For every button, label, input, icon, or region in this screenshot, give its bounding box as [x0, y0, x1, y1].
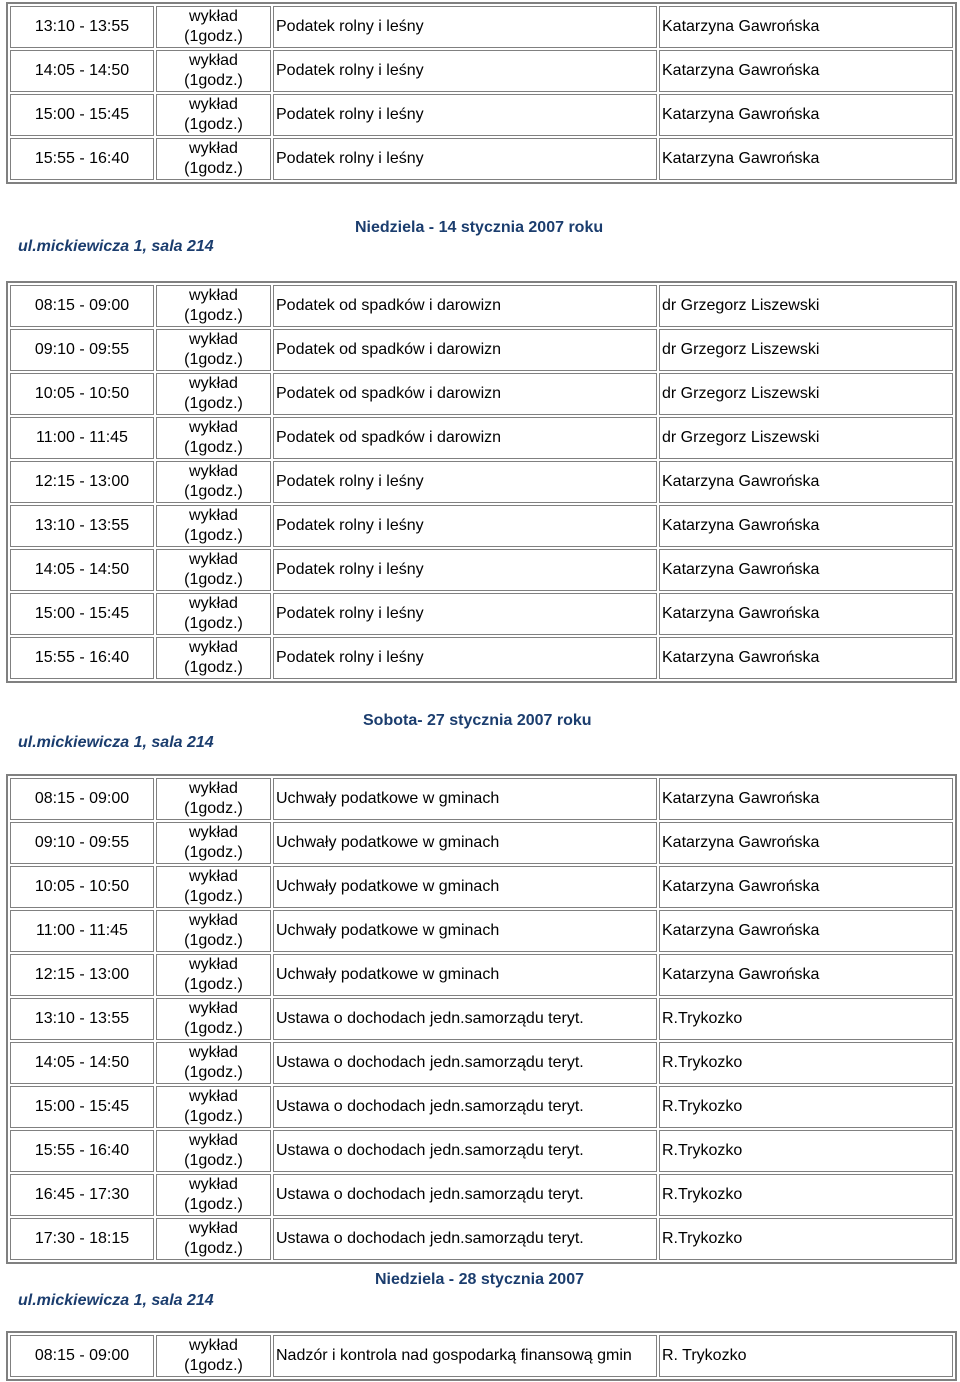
hours-label: (1godz.) — [184, 615, 243, 632]
time-cell: 12:15 - 13:00 — [10, 954, 154, 996]
type-label: wykład — [189, 419, 238, 436]
day-heading: Niedziela - 14 stycznia 2007 roku — [355, 219, 604, 236]
type-label: wykład — [189, 507, 238, 524]
type-cell — [156, 94, 271, 136]
subject-cell: Uchwały podatkowe w gminach — [273, 954, 657, 996]
type-cell — [156, 910, 271, 952]
time-cell: 10:05 - 10:50 — [10, 373, 154, 415]
hours-label: (1godz.) — [184, 1152, 243, 1169]
hours-label: (1godz.) — [184, 439, 243, 456]
type-label: wykład — [189, 1132, 238, 1149]
schedule-grid — [8, 1333, 955, 1379]
type-cell — [156, 6, 271, 48]
type-cell — [156, 778, 271, 820]
time-cell: 13:10 - 13:55 — [10, 6, 154, 48]
type-cell — [156, 138, 271, 180]
time-cell: 10:05 - 10:50 — [10, 866, 154, 908]
type-cell — [156, 998, 271, 1040]
subject-cell: Uchwały podatkowe w gminach — [273, 822, 657, 864]
type-label: wykład — [189, 780, 238, 797]
lecturer-cell: R.Trykozko — [659, 1042, 953, 1084]
hours-label: (1godz.) — [184, 28, 243, 45]
subject-cell: Ustawa o dochodach jedn.samorządu teryt. — [273, 1174, 657, 1216]
lecturer-cell: R.Trykozko — [659, 1130, 953, 1172]
lecturer-cell: Katarzyna Gawrońska — [659, 138, 953, 180]
type-label: wykład — [189, 1044, 238, 1061]
table-row — [10, 285, 953, 327]
schedule-grid — [8, 283, 955, 681]
day-heading: Niedziela - 28 stycznia 2007 — [375, 1271, 584, 1288]
location-label: ul.mickiewicza 1, sala 214 — [18, 238, 214, 255]
subject-cell: Uchwały podatkowe w gminach — [273, 866, 657, 908]
subject-cell: Podatek od spadków i darowizn — [273, 373, 657, 415]
type-label: wykład — [189, 639, 238, 656]
hours-label: (1godz.) — [184, 160, 243, 177]
table-row — [10, 461, 953, 503]
time-cell: 15:00 - 15:45 — [10, 1086, 154, 1128]
type-cell — [156, 822, 271, 864]
lecturer-cell: dr Grzegorz Liszewski — [659, 417, 953, 459]
lecturer-cell: Katarzyna Gawrońska — [659, 910, 953, 952]
lecturer-cell: Katarzyna Gawrońska — [659, 461, 953, 503]
time-cell: 09:10 - 09:55 — [10, 822, 154, 864]
table-row — [10, 138, 953, 180]
lecturer-cell: R. Trykozko — [659, 1335, 953, 1377]
schedule-table — [6, 1331, 957, 1381]
subject-cell: Podatek rolny i leśny — [273, 94, 657, 136]
subject-cell: Uchwały podatkowe w gminach — [273, 910, 657, 952]
time-cell: 16:45 - 17:30 — [10, 1174, 154, 1216]
type-label: wykład — [189, 287, 238, 304]
table-row — [10, 1218, 953, 1260]
location-label: ul.mickiewicza 1, sala 214 — [18, 734, 214, 751]
lecturer-cell: Katarzyna Gawrońska — [659, 954, 953, 996]
schedule-table — [6, 281, 957, 683]
table-row — [10, 373, 953, 415]
table-row — [10, 1174, 953, 1216]
lecturer-cell: Katarzyna Gawrońska — [659, 866, 953, 908]
lecturer-cell: dr Grzegorz Liszewski — [659, 373, 953, 415]
hours-label: (1godz.) — [184, 1196, 243, 1213]
hours-label: (1godz.) — [184, 888, 243, 905]
subject-cell: Podatek od spadków i darowizn — [273, 285, 657, 327]
type-cell — [156, 549, 271, 591]
time-cell: 08:15 - 09:00 — [10, 285, 154, 327]
type-label: wykład — [189, 463, 238, 480]
table-row — [10, 1130, 953, 1172]
subject-cell: Ustawa o dochodach jedn.samorządu teryt. — [273, 998, 657, 1040]
time-cell: 14:05 - 14:50 — [10, 50, 154, 92]
table-row — [10, 6, 953, 48]
type-label: wykład — [189, 96, 238, 113]
subject-cell: Podatek rolny i leśny — [273, 461, 657, 503]
time-cell: 15:55 - 16:40 — [10, 1130, 154, 1172]
table-row — [10, 637, 953, 679]
hours-label: (1godz.) — [184, 1240, 243, 1257]
type-label: wykład — [189, 331, 238, 348]
subject-cell: Podatek rolny i leśny — [273, 637, 657, 679]
type-cell — [156, 461, 271, 503]
table-row — [10, 910, 953, 952]
schedule-table — [6, 2, 957, 184]
lecturer-cell: dr Grzegorz Liszewski — [659, 329, 953, 371]
lecturer-cell: R.Trykozko — [659, 998, 953, 1040]
time-cell: 08:15 - 09:00 — [10, 778, 154, 820]
table-row — [10, 998, 953, 1040]
hours-label: (1godz.) — [184, 351, 243, 368]
time-cell: 15:00 - 15:45 — [10, 593, 154, 635]
table-row — [10, 505, 953, 547]
subject-cell: Ustawa o dochodach jedn.samorządu teryt. — [273, 1218, 657, 1260]
type-label: wykład — [189, 375, 238, 392]
time-cell: 13:10 - 13:55 — [10, 505, 154, 547]
type-cell — [156, 373, 271, 415]
hours-label: (1godz.) — [184, 1064, 243, 1081]
table-row — [10, 954, 953, 996]
type-cell — [156, 1218, 271, 1260]
hours-label: (1godz.) — [184, 976, 243, 993]
time-cell: 14:05 - 14:50 — [10, 1042, 154, 1084]
lecturer-cell: Katarzyna Gawrońska — [659, 549, 953, 591]
lecturer-cell: Katarzyna Gawrońska — [659, 593, 953, 635]
type-cell — [156, 866, 271, 908]
table-row — [10, 329, 953, 371]
lecturer-cell: R.Trykozko — [659, 1218, 953, 1260]
hours-label: (1godz.) — [184, 659, 243, 676]
hours-label: (1godz.) — [184, 571, 243, 588]
time-cell: 09:10 - 09:55 — [10, 329, 154, 371]
type-label: wykład — [189, 824, 238, 841]
table-row — [10, 94, 953, 136]
table-row — [10, 866, 953, 908]
type-cell — [156, 954, 271, 996]
subject-cell: Nadzór i kontrola nad gospodarką finansową gmin — [273, 1335, 657, 1377]
subject-cell: Podatek rolny i leśny — [273, 138, 657, 180]
type-cell — [156, 505, 271, 547]
table-row — [10, 593, 953, 635]
time-cell: 13:10 - 13:55 — [10, 998, 154, 1040]
table-row — [10, 1335, 953, 1377]
subject-cell: Podatek rolny i leśny — [273, 505, 657, 547]
lecturer-cell: Katarzyna Gawrońska — [659, 778, 953, 820]
hours-label: (1godz.) — [184, 527, 243, 544]
lecturer-cell: Katarzyna Gawrońska — [659, 6, 953, 48]
schedule-grid — [8, 4, 955, 182]
type-label: wykład — [189, 595, 238, 612]
type-label: wykład — [189, 551, 238, 568]
type-cell — [156, 1042, 271, 1084]
hours-label: (1godz.) — [184, 307, 243, 324]
type-label: wykład — [189, 1337, 238, 1354]
lecturer-cell: R.Trykozko — [659, 1174, 953, 1216]
time-cell: 11:00 - 11:45 — [10, 910, 154, 952]
time-cell: 15:55 - 16:40 — [10, 637, 154, 679]
hours-label: (1godz.) — [184, 72, 243, 89]
table-row — [10, 417, 953, 459]
lecturer-cell: Katarzyna Gawrońska — [659, 637, 953, 679]
subject-cell: Ustawa o dochodach jedn.samorządu teryt. — [273, 1086, 657, 1128]
type-label: wykład — [189, 52, 238, 69]
hours-label: (1godz.) — [184, 1357, 243, 1374]
type-cell — [156, 329, 271, 371]
location-label: ul.mickiewicza 1, sala 214 — [18, 1292, 214, 1309]
table-row — [10, 50, 953, 92]
lecturer-cell: Katarzyna Gawrońska — [659, 94, 953, 136]
subject-cell: Podatek od spadków i darowizn — [273, 417, 657, 459]
hours-label: (1godz.) — [184, 844, 243, 861]
hours-label: (1godz.) — [184, 800, 243, 817]
subject-cell: Podatek od spadków i darowizn — [273, 329, 657, 371]
lecturer-cell: R.Trykozko — [659, 1086, 953, 1128]
type-label: wykład — [189, 8, 238, 25]
subject-cell: Podatek rolny i leśny — [273, 50, 657, 92]
schedule-table — [6, 774, 957, 1264]
table-row — [10, 549, 953, 591]
hours-label: (1godz.) — [184, 395, 243, 412]
subject-cell: Podatek rolny i leśny — [273, 593, 657, 635]
lecturer-cell: dr Grzegorz Liszewski — [659, 285, 953, 327]
schedule-grid — [8, 776, 955, 1262]
type-cell — [156, 417, 271, 459]
lecturer-cell: Katarzyna Gawrońska — [659, 50, 953, 92]
type-cell — [156, 1130, 271, 1172]
table-row — [10, 822, 953, 864]
time-cell: 15:55 - 16:40 — [10, 138, 154, 180]
table-row — [10, 778, 953, 820]
time-cell: 14:05 - 14:50 — [10, 549, 154, 591]
lecturer-cell: Katarzyna Gawrońska — [659, 505, 953, 547]
lecturer-cell: Katarzyna Gawrońska — [659, 822, 953, 864]
table-row — [10, 1042, 953, 1084]
type-label: wykład — [189, 912, 238, 929]
time-cell: 12:15 - 13:00 — [10, 461, 154, 503]
type-label: wykład — [189, 1088, 238, 1105]
type-label: wykład — [189, 1000, 238, 1017]
type-cell — [156, 285, 271, 327]
type-cell — [156, 593, 271, 635]
type-label: wykład — [189, 1220, 238, 1237]
type-cell — [156, 637, 271, 679]
type-cell — [156, 1086, 271, 1128]
day-heading: Sobota- 27 stycznia 2007 roku — [363, 712, 592, 729]
subject-cell: Ustawa o dochodach jedn.samorządu teryt. — [273, 1130, 657, 1172]
hours-label: (1godz.) — [184, 1108, 243, 1125]
subject-cell: Ustawa o dochodach jedn.samorządu teryt. — [273, 1042, 657, 1084]
subject-cell: Podatek rolny i leśny — [273, 6, 657, 48]
hours-label: (1godz.) — [184, 1020, 243, 1037]
type-cell — [156, 1174, 271, 1216]
type-label: wykład — [189, 1176, 238, 1193]
type-cell — [156, 1335, 271, 1377]
hours-label: (1godz.) — [184, 483, 243, 500]
time-cell: 11:00 - 11:45 — [10, 417, 154, 459]
type-cell — [156, 50, 271, 92]
table-row — [10, 1086, 953, 1128]
subject-cell: Podatek rolny i leśny — [273, 549, 657, 591]
hours-label: (1godz.) — [184, 932, 243, 949]
type-label: wykład — [189, 868, 238, 885]
subject-cell: Uchwały podatkowe w gminach — [273, 778, 657, 820]
time-cell: 08:15 - 09:00 — [10, 1335, 154, 1377]
type-label: wykład — [189, 140, 238, 157]
time-cell: 17:30 - 18:15 — [10, 1218, 154, 1260]
hours-label: (1godz.) — [184, 116, 243, 133]
time-cell: 15:00 - 15:45 — [10, 94, 154, 136]
type-label: wykład — [189, 956, 238, 973]
